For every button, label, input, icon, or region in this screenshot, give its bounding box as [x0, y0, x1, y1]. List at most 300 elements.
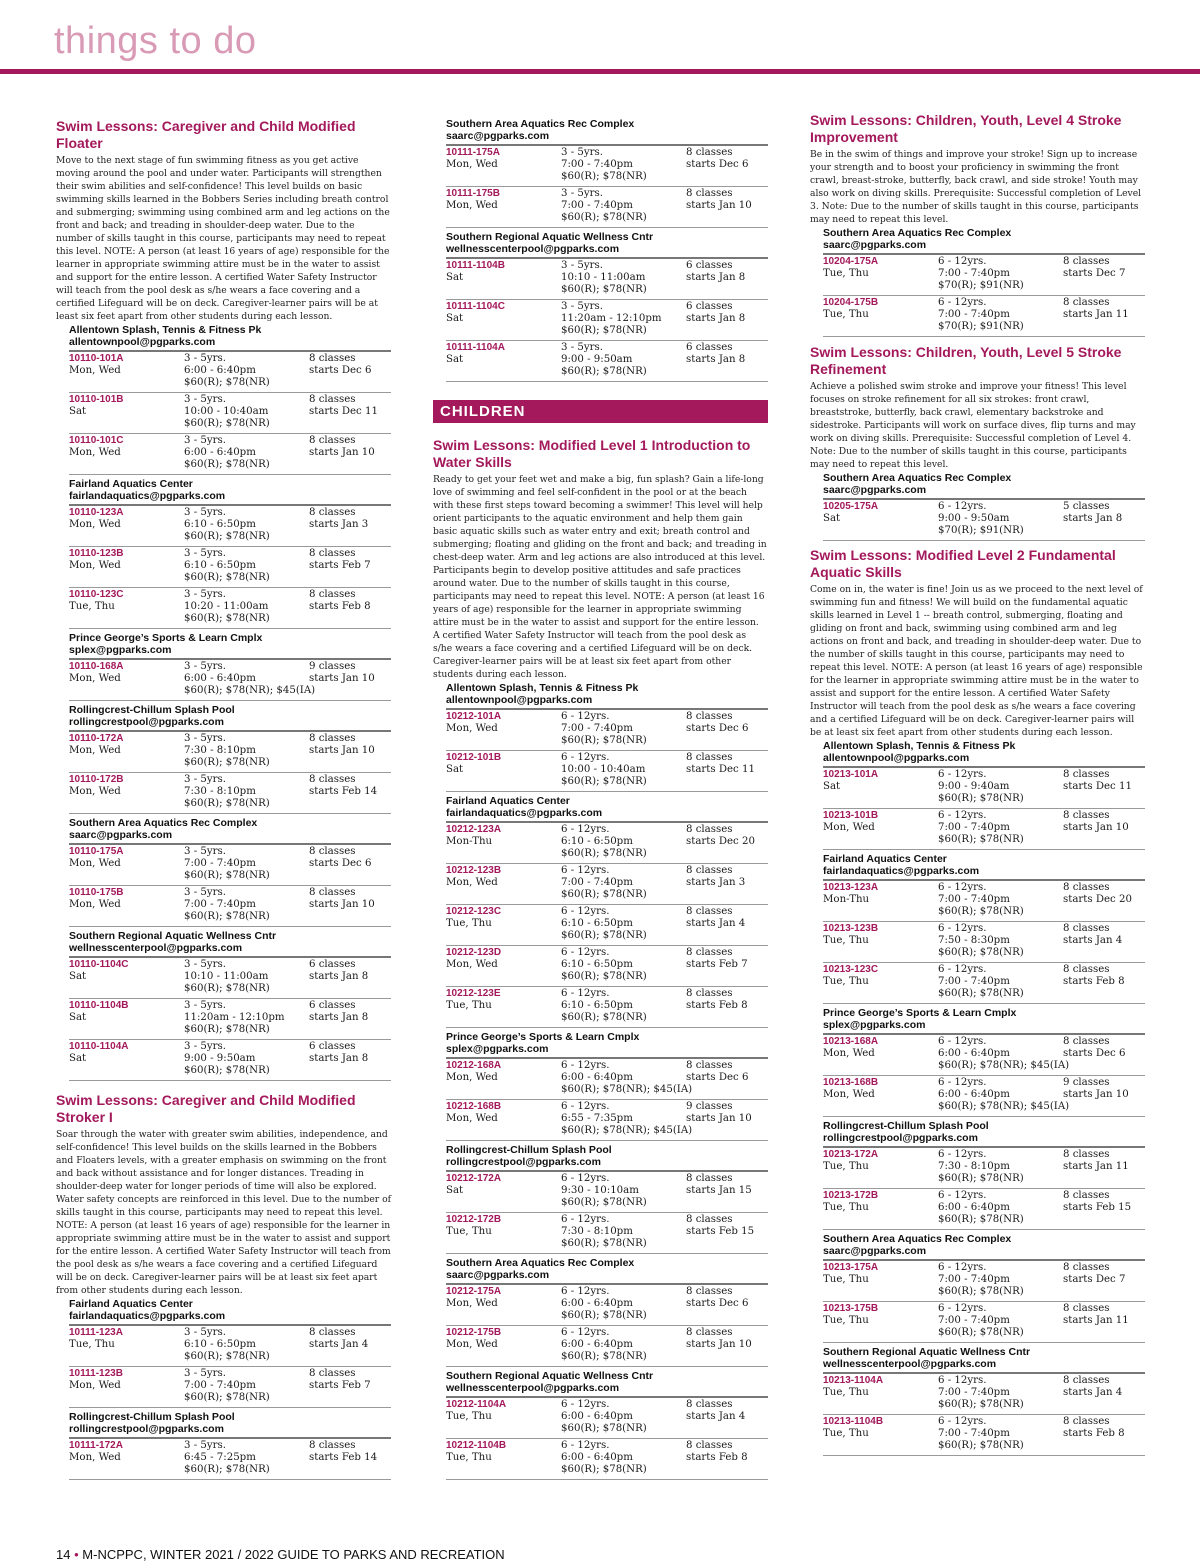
- page-number: 14: [56, 1547, 71, 1562]
- venue-header: [69, 930, 391, 958]
- start-date: starts Feb 7: [309, 560, 371, 571]
- class-count: 8 classes: [686, 188, 733, 199]
- class-count: 8 classes: [686, 906, 733, 917]
- row-col-code: [69, 1368, 184, 1404]
- venue-email: wellnesscenterpool@pgparks.com: [446, 1382, 620, 1394]
- time-range: 7:00 - 7:40pm: [938, 1315, 1010, 1326]
- days: Mon, Wed: [69, 365, 121, 376]
- days: Tue, Thu: [823, 1428, 869, 1439]
- age-range: 3 - 5yrs.: [561, 342, 603, 353]
- age-range: 3 - 5yrs.: [184, 353, 226, 364]
- fees: $60(R); $78(NR): [938, 1327, 1024, 1338]
- row-col-sessions: [1063, 1262, 1145, 1298]
- row-col-code: [823, 1375, 938, 1411]
- venue-header: [823, 1233, 1145, 1261]
- fees: $60(R); $78(NR): [184, 1065, 270, 1076]
- venue-name: Rollingcrest-Chillum Splash Pool: [823, 1120, 989, 1132]
- days: Mon, Wed: [446, 1113, 498, 1124]
- footer-text: M-NCPPC, WINTER 2021 / 2022 GUIDE TO PARKS AND RECREATION: [82, 1547, 505, 1562]
- age-range: 6 - 12yrs.: [938, 297, 987, 308]
- row-col-details: [184, 774, 309, 810]
- venue-header: [823, 1120, 1145, 1148]
- age-range: 3 - 5yrs.: [184, 435, 226, 446]
- row-col-details: [938, 501, 1063, 537]
- venue-email: allentownpool@pgparks.com: [823, 752, 970, 764]
- age-range: 6 - 12yrs.: [561, 947, 610, 958]
- days: Sat: [446, 1185, 464, 1196]
- row-col-code: [823, 1149, 938, 1185]
- time-range: 6:10 - 6:50pm: [561, 918, 633, 929]
- activity-code: 10204-175A: [823, 256, 879, 267]
- class-count: 8 classes: [686, 1399, 733, 1410]
- activity-code: 10212-1104B: [446, 1440, 507, 1451]
- start-date: starts Dec 7: [1063, 1274, 1126, 1285]
- class-row: [69, 434, 391, 475]
- class-count: 8 classes: [1063, 1036, 1110, 1047]
- start-date: starts Jan 10: [309, 447, 375, 458]
- activity-code: 10110-172A: [69, 733, 124, 744]
- course-title: Swim Lessons: Modified Level 1 Introduction to Water Skills: [433, 437, 751, 470]
- days: Sat: [69, 1012, 87, 1023]
- fees: $60(R); $78(NR): [561, 930, 647, 941]
- time-range: 10:00 - 10:40am: [184, 406, 269, 417]
- row-col-details: [184, 733, 309, 769]
- time-range: 7:30 - 8:10pm: [184, 786, 256, 797]
- days: Mon-Thu: [823, 894, 870, 905]
- fees: $60(R); $78(NR): [938, 1440, 1024, 1451]
- row-col-details: [938, 1262, 1063, 1298]
- days: Mon, Wed: [69, 899, 121, 910]
- age-range: 6 - 12yrs.: [938, 964, 987, 975]
- activity-code: 10111-172A: [69, 1440, 123, 1451]
- venue-name: Rollingcrest-Chillum Splash Pool: [69, 1411, 235, 1423]
- age-range: 6 - 12yrs.: [561, 711, 610, 722]
- days: Mon, Wed: [69, 1380, 121, 1391]
- class-row: [446, 987, 768, 1028]
- row-col-sessions: [686, 1214, 768, 1250]
- row-col-sessions: [1063, 769, 1145, 805]
- course-section: [433, 117, 768, 384]
- row-col-details: [938, 1416, 1063, 1452]
- class-count: 8 classes: [309, 733, 356, 744]
- class-count: 8 classes: [309, 1368, 356, 1379]
- time-range: 9:00 - 9:50am: [938, 513, 1010, 524]
- fees: $60(R); $78(NR): [184, 613, 270, 624]
- row-col-sessions: [1063, 1149, 1145, 1185]
- class-count: 6 classes: [309, 1041, 356, 1052]
- class-count: 8 classes: [1063, 964, 1110, 975]
- venue-header: [823, 1346, 1145, 1374]
- days: Mon, Wed: [823, 1089, 875, 1100]
- activity-code: 10110-168A: [69, 661, 124, 672]
- course-description: Soar through the water with greater swim abilities, independence, and self-confidence! This level builds on the skills learned in the Bobbers and Floaters levels, with a greater emphasis on swimming on the front and back without assistance and for longer distances. Treading in shoulder-deep water for longer periods of time will also be explored. Water safety concepts are reinforced in this level. Due to the number of skills taught in this course, participants may need to repeat this level. NOTE: A person (at least 16 years of age) responsible for the learner in appropriate swimming attire must be in the water to assist and support for the entire lesson. A certified Water Safety Instructor will teach from the pool desk as s/he wears a face covering and a certified Lifeguard will be on deck. Caregiver-learner pairs will be at least six feet apart from other students during each lesson.: [56, 1129, 392, 1296]
- start-date: starts Jan 8: [1063, 513, 1123, 524]
- row-col-sessions: [309, 661, 391, 697]
- activity-code: 10212-168A: [446, 1060, 502, 1071]
- row-col-code: [446, 947, 561, 983]
- class-count: 8 classes: [1063, 1149, 1110, 1160]
- start-date: starts Jan 3: [309, 519, 369, 530]
- class-row: [446, 1100, 768, 1141]
- row-col-details: [561, 342, 686, 378]
- row-col-details: [938, 769, 1063, 805]
- venue-email: rollingcrestpool@pgparks.com: [823, 1132, 978, 1144]
- activity-code: 10110-172B: [69, 774, 124, 785]
- fees: $60(R); $78(NR): [938, 1214, 1024, 1225]
- start-date: starts Dec 11: [309, 406, 378, 417]
- venue-email: rollingcrestpool@pgparks.com: [446, 1156, 601, 1168]
- venue-email: rollingcrestpool@pgparks.com: [69, 1423, 224, 1435]
- time-range: 7:30 - 8:10pm: [561, 1226, 633, 1237]
- time-range: 6:00 - 6:40pm: [184, 447, 256, 458]
- fees: $60(R); $78(NR): [184, 983, 270, 994]
- start-date: starts Jan 10: [1063, 822, 1129, 833]
- venue-name: Southern Regional Aquatic Wellness Cntr: [446, 231, 654, 243]
- venue-name: Southern Regional Aquatic Wellness Cntr: [69, 930, 277, 942]
- venue-header: [69, 817, 391, 845]
- row-col-sessions: [309, 394, 391, 430]
- fees: $60(R); $78(NR): [561, 1423, 647, 1434]
- age-range: 3 - 5yrs.: [184, 1440, 226, 1451]
- fees: $60(R); $78(NR): [561, 1464, 647, 1475]
- age-range: 6 - 12yrs.: [561, 824, 610, 835]
- activity-code: 10212-175B: [446, 1327, 502, 1338]
- time-range: 7:00 - 7:40pm: [938, 976, 1010, 987]
- row-col-details: [561, 988, 686, 1024]
- class-row: [823, 296, 1145, 337]
- venue-email: wellnesscenterpool@pgparks.com: [823, 1358, 997, 1370]
- time-range: 7:00 - 7:40pm: [938, 1428, 1010, 1439]
- fees: $60(R); $78(NR): [561, 325, 647, 336]
- row-col-code: [69, 733, 184, 769]
- activity-code: 10212-123C: [446, 906, 502, 917]
- days: Tue, Thu: [823, 1202, 869, 1213]
- row-col-code: [446, 342, 561, 378]
- fees: $60(R); $78(NR): [184, 1351, 270, 1362]
- row-col-sessions: [686, 947, 768, 983]
- activity-code: 10111-175B: [446, 188, 500, 199]
- age-range: 3 - 5yrs.: [561, 147, 603, 158]
- row-col-code: [823, 923, 938, 959]
- fees: $60(R); $78(NR): [184, 870, 270, 881]
- age-range: 6 - 12yrs.: [561, 988, 610, 999]
- class-row: [69, 958, 391, 999]
- age-range: 6 - 12yrs.: [938, 1416, 987, 1427]
- row-col-code: [823, 769, 938, 805]
- age-range: 3 - 5yrs.: [184, 589, 226, 600]
- activity-code: 10111-175A: [446, 147, 500, 158]
- row-col-details: [184, 1327, 309, 1363]
- venue-header: [446, 682, 768, 710]
- row-col-sessions: [309, 353, 391, 389]
- venue-name: Southern Area Aquatics Rec Complex: [823, 472, 1012, 484]
- fees: $60(R); $78(NR): [561, 889, 647, 900]
- time-range: 7:00 - 7:40pm: [184, 858, 256, 869]
- start-date: starts Feb 14: [309, 1452, 378, 1463]
- class-row: [823, 1415, 1145, 1456]
- days: Tue, Thu: [446, 1411, 492, 1422]
- venue-email: splex@pgparks.com: [446, 1043, 549, 1055]
- row-col-sessions: [1063, 1077, 1145, 1113]
- days: Mon-Thu: [446, 836, 493, 847]
- venue-email: fairlandaquatics@pgparks.com: [69, 1310, 226, 1322]
- days: Mon, Wed: [446, 877, 498, 888]
- days: Tue, Thu: [69, 1339, 115, 1350]
- venue-header: [446, 231, 768, 259]
- time-range: 6:55 - 7:35pm: [561, 1113, 633, 1124]
- class-count: 8 classes: [1063, 256, 1110, 267]
- row-col-sessions: [309, 1000, 391, 1036]
- venue-header: [69, 324, 391, 352]
- activity-code: 10111-123A: [69, 1327, 123, 1338]
- age-range: 3 - 5yrs.: [561, 260, 603, 271]
- days: Mon, Wed: [446, 159, 498, 170]
- activity-code: 10213-101B: [823, 810, 879, 821]
- time-range: 7:00 - 7:40pm: [938, 822, 1010, 833]
- course-section: [433, 437, 768, 1482]
- course-title: Swim Lessons: Caregiver and Child Modified Stroker I: [56, 1092, 356, 1125]
- days: Tue, Thu: [823, 309, 869, 320]
- class-row: [446, 710, 768, 751]
- row-col-details: [184, 589, 309, 625]
- row-col-details: [561, 1060, 693, 1096]
- days: Mon, Wed: [446, 1339, 498, 1350]
- course-title: Swim Lessons: Modified Level 2 Fundamental Aquatic Skills: [810, 547, 1116, 580]
- start-date: starts Dec 20: [1063, 894, 1132, 905]
- age-range: 3 - 5yrs.: [184, 661, 226, 672]
- row-col-code: [446, 711, 561, 747]
- class-row: [446, 1439, 768, 1480]
- start-date: starts Dec 6: [686, 723, 749, 734]
- row-col-details: [184, 507, 309, 543]
- start-date: starts Dec 11: [1063, 781, 1132, 792]
- fees: $60(R); $78(NR): [561, 284, 647, 295]
- age-range: 6 - 12yrs.: [561, 1399, 610, 1410]
- fees: $60(R); $78(NR): [184, 531, 270, 542]
- class-count: 8 classes: [686, 947, 733, 958]
- class-row: [69, 393, 391, 434]
- age-range: 6 - 12yrs.: [561, 1173, 610, 1184]
- activity-code: 10213-172A: [823, 1149, 879, 1160]
- start-date: starts Jan 11: [1063, 1315, 1129, 1326]
- row-col-code: [823, 501, 938, 537]
- fees: $60(R); $78(NR): [938, 906, 1024, 917]
- row-col-sessions: [309, 548, 391, 584]
- days: Sat: [69, 1053, 87, 1064]
- time-range: 9:00 - 9:40am: [938, 781, 1010, 792]
- row-col-details: [561, 1327, 686, 1363]
- time-range: 10:20 - 11:00am: [184, 601, 269, 612]
- fees: $70(R); $91(NR): [938, 321, 1024, 332]
- class-row: [446, 1326, 768, 1367]
- class-row: [823, 1148, 1145, 1189]
- days: Mon, Wed: [446, 200, 498, 211]
- fees: $60(R); $78(NR): [938, 947, 1024, 958]
- time-range: 6:00 - 6:40pm: [184, 673, 256, 684]
- row-col-sessions: [686, 824, 768, 860]
- row-col-sessions: [686, 865, 768, 901]
- venue-header: [823, 1007, 1145, 1035]
- fees: $60(R); $78(NR): [184, 572, 270, 583]
- fees: $60(R); $78(NR): [184, 1464, 270, 1475]
- days: Tue, Thu: [823, 268, 869, 279]
- days: Sat: [446, 272, 464, 283]
- days: Mon, Wed: [446, 723, 498, 734]
- time-range: 6:00 - 6:40pm: [938, 1202, 1010, 1213]
- page-footer: [56, 1547, 505, 1562]
- class-row: [69, 1326, 391, 1367]
- venue-email: wellnesscenterpool@pgparks.com: [446, 243, 620, 255]
- time-range: 6:00 - 6:40pm: [561, 1452, 633, 1463]
- row-col-details: [561, 752, 686, 788]
- time-range: 7:00 - 7:40pm: [184, 899, 256, 910]
- fees: $60(R); $78(NR): [938, 1399, 1024, 1410]
- header-rule: [0, 69, 1200, 74]
- venue-header: [446, 1144, 768, 1172]
- fees: $60(R); $78(NR): [561, 1310, 647, 1321]
- page-category-title: things to do: [54, 20, 257, 62]
- start-date: starts Jan 8: [309, 971, 369, 982]
- class-row: [823, 922, 1145, 963]
- class-row: [446, 823, 768, 864]
- fees: $60(R); $78(NR): [561, 848, 647, 859]
- venue-email: saarc@pgparks.com: [823, 484, 927, 496]
- days: Mon, Wed: [69, 560, 121, 571]
- class-row: [69, 886, 391, 927]
- activity-code: 10110-101B: [69, 394, 124, 405]
- row-col-code: [446, 1327, 561, 1363]
- class-count: 6 classes: [686, 342, 733, 353]
- activity-code: 10212-1104A: [446, 1399, 507, 1410]
- start-date: starts Jan 3: [686, 877, 746, 888]
- activity-code: 10205-175A: [823, 501, 879, 512]
- row-col-code: [823, 964, 938, 1000]
- row-col-code: [69, 589, 184, 625]
- course-section: [56, 118, 391, 1083]
- row-col-details: [561, 1173, 686, 1209]
- row-col-details: [561, 147, 686, 183]
- class-count: 8 classes: [1063, 810, 1110, 821]
- venue-name: Allentown Splash, Tennis & Fitness Pk: [446, 682, 639, 694]
- row-col-details: [184, 1440, 309, 1476]
- age-range: 6 - 12yrs.: [938, 882, 987, 893]
- class-count: 8 classes: [309, 846, 356, 857]
- venue-header: [823, 853, 1145, 881]
- start-date: starts Jan 11: [1063, 309, 1129, 320]
- activity-code: 10110-1104C: [69, 959, 129, 970]
- class-row: [446, 146, 768, 187]
- start-date: starts Dec 6: [1063, 1048, 1126, 1059]
- class-row: [823, 1261, 1145, 1302]
- time-range: 6:10 - 6:50pm: [561, 836, 633, 847]
- row-col-details: [184, 661, 316, 697]
- venue-name: Southern Area Aquatics Rec Complex: [446, 1257, 635, 1269]
- fees: $60(R); $78(NR): [938, 793, 1024, 804]
- days: Sat: [69, 971, 87, 982]
- fees: $60(R); $78(NR): [561, 1012, 647, 1023]
- fees: $60(R); $78(NR): [561, 212, 647, 223]
- row-col-code: [823, 1190, 938, 1226]
- start-date: starts Jan 15: [686, 1185, 752, 1196]
- row-col-code: [446, 1286, 561, 1322]
- venue-header: [69, 632, 391, 660]
- class-row: [69, 352, 391, 393]
- class-count: 8 classes: [1063, 769, 1110, 780]
- activity-code: 10110-175B: [69, 887, 124, 898]
- start-date: starts Feb 8: [1063, 976, 1125, 987]
- class-count: 8 classes: [686, 752, 733, 763]
- class-count: 8 classes: [686, 824, 733, 835]
- time-range: 7:00 - 7:40pm: [561, 200, 633, 211]
- row-col-details: [561, 260, 686, 296]
- fees: $70(R); $91(NR): [938, 280, 1024, 291]
- row-col-code: [823, 1416, 938, 1452]
- row-col-details: [561, 824, 686, 860]
- row-col-details: [184, 548, 309, 584]
- venue-email: saarc@pgparks.com: [69, 829, 173, 841]
- class-row: [823, 963, 1145, 1004]
- fees: $60(R); $78(NR); $45(IA): [184, 685, 316, 696]
- time-range: 7:00 - 7:40pm: [938, 268, 1010, 279]
- activity-code: 10111-1104B: [446, 260, 505, 271]
- activity-code: 10213-168B: [823, 1077, 879, 1088]
- age-range: 3 - 5yrs.: [184, 1041, 226, 1052]
- class-row: [446, 751, 768, 792]
- start-date: starts Dec 6: [309, 365, 372, 376]
- venue-header: [823, 472, 1145, 500]
- days: Sat: [69, 406, 87, 417]
- row-col-details: [938, 1077, 1070, 1113]
- row-col-details: [184, 435, 309, 471]
- row-col-code: [446, 988, 561, 1024]
- row-col-sessions: [1063, 1190, 1145, 1226]
- age-range: 6 - 12yrs.: [938, 256, 987, 267]
- venue-name: Fairland Aquatics Center: [69, 478, 193, 490]
- course-title: Swim Lessons: Caregiver and Child Modified Floater: [56, 118, 356, 151]
- class-row: [69, 1040, 391, 1081]
- row-col-code: [823, 1262, 938, 1298]
- row-col-code: [823, 1077, 938, 1113]
- venue-email: splex@pgparks.com: [823, 1019, 926, 1031]
- start-date: starts Jan 4: [686, 1411, 746, 1422]
- start-date: starts Feb 7: [686, 959, 748, 970]
- row-col-sessions: [686, 188, 768, 224]
- row-col-sessions: [686, 906, 768, 942]
- venue-email: fairlandaquatics@pgparks.com: [823, 865, 980, 877]
- age-range: 6 - 12yrs.: [938, 501, 987, 512]
- class-row: [823, 1189, 1145, 1230]
- row-col-details: [938, 1036, 1070, 1072]
- age-range: 6 - 12yrs.: [938, 1303, 987, 1314]
- days: Tue, Thu: [823, 1387, 869, 1398]
- fees: $60(R); $78(NR): [561, 366, 647, 377]
- time-range: 6:45 - 7:25pm: [184, 1452, 256, 1463]
- days: Tue, Thu: [446, 1452, 492, 1463]
- age-range: 3 - 5yrs.: [184, 846, 226, 857]
- age-range: 6 - 12yrs.: [561, 1286, 610, 1297]
- row-col-sessions: [309, 733, 391, 769]
- days: Mon, Wed: [823, 1048, 875, 1059]
- row-col-details: [938, 882, 1063, 918]
- start-date: starts Jan 4: [1063, 1387, 1123, 1398]
- class-count: 5 classes: [1063, 501, 1110, 512]
- time-range: 7:00 - 7:40pm: [561, 723, 633, 734]
- fees: $60(R); $78(NR): [561, 971, 647, 982]
- row-col-sessions: [1063, 964, 1145, 1000]
- days: Mon, Wed: [446, 1072, 498, 1083]
- row-col-sessions: [309, 1368, 391, 1404]
- class-row: [446, 300, 768, 341]
